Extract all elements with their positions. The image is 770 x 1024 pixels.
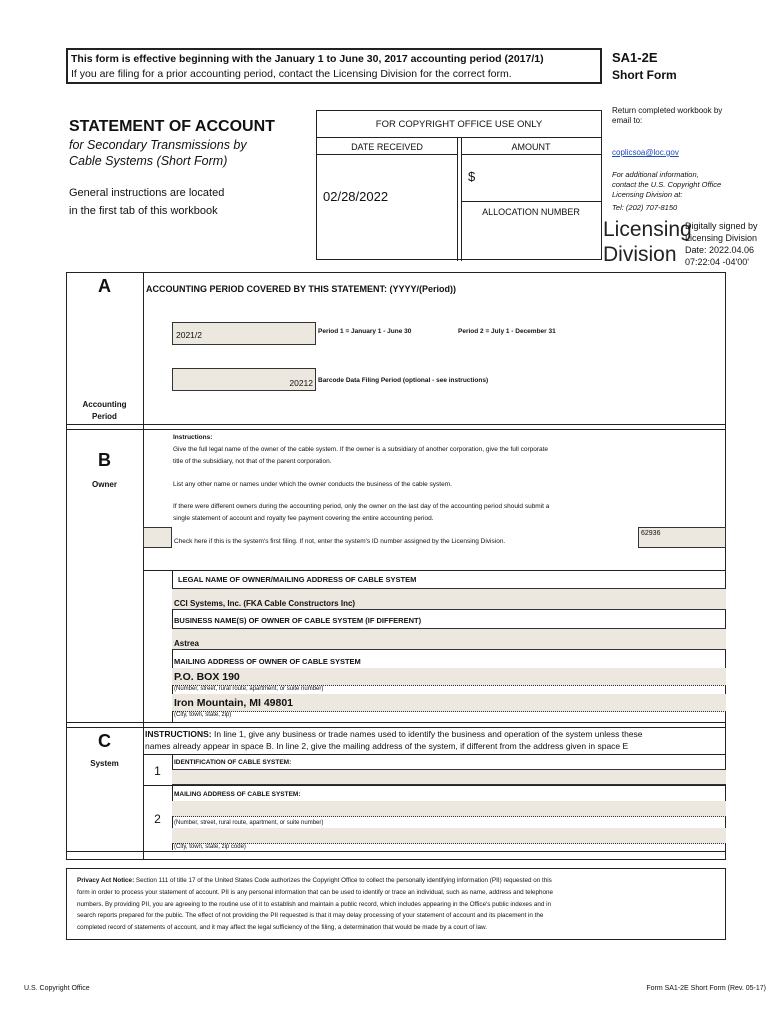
footer-left: U.S. Copyright Office (24, 985, 90, 992)
identification-label: IDENTIFICATION OF CABLE SYSTEM: (174, 759, 292, 766)
mailing-address-label: MAILING ADDRESS OF OWNER OF CABLE SYSTEM (174, 657, 361, 666)
system-mailing-hint1: (Number, street, rural route, apartment, or suite number) (174, 820, 324, 826)
system-id-value: 62936 (641, 530, 661, 537)
page-title: STATEMENT OF ACCOUNT (69, 118, 275, 135)
accounting-period-input[interactable] (172, 322, 316, 345)
form-name: Short Form (612, 68, 677, 82)
barcode-period-input[interactable] (172, 368, 316, 391)
period2-text: Period 2 = July 1 - December 31 (458, 328, 556, 335)
signature-text-3: Date: 2022.04.06 (685, 245, 755, 255)
line2-number: 2 (154, 812, 161, 826)
section-c-instructions-1 (145, 729, 643, 739)
signature-text-4: 07:22:04 -04'00' (685, 257, 749, 267)
section-c-instr1: In line 1, give any business or trade names used to identify the business and operation of the system unless these (211, 729, 643, 739)
signature-logo-line2: Division (603, 243, 677, 266)
barcode-period-value: 20212 (289, 378, 313, 388)
legal-name-label: LEGAL NAME OF OWNER/MAILING ADDRESS OF CABLE SYSTEM (178, 575, 417, 584)
signature-logo-line1: Licensing (603, 218, 692, 241)
privacy-line2: form in order to process your statement of account. PII is any personal information that can be used to identify or trace an individual, such as name, address and telephone (77, 889, 554, 896)
section-a-label2: Period (92, 412, 117, 421)
section-b-instr5: single statement of account and royalty fee payment covering the entire accounting period. (173, 515, 434, 522)
general-instructions-2: in the first tab of this workbook (69, 205, 218, 217)
mailing-address-hint2: (City, town, state, zip) (174, 712, 232, 718)
legal-name-value: CCI Systems, Inc. (FKA Cable Constructors Inc) (174, 599, 356, 608)
amount-symbol: $ (468, 169, 476, 184)
office-use-box (316, 110, 602, 260)
return-text: Return completed workbook by email to: (612, 106, 723, 125)
line1-number: 1 (154, 764, 161, 778)
section-a-heading: ACCOUNTING PERIOD COVERED BY THIS STATEMENT: (YYYY/(Period)) (146, 284, 457, 294)
period1-text: Period 1 = January 1 - June 30 (318, 328, 412, 335)
mailing-address-line1-value: P.O. BOX 190 (174, 671, 240, 683)
barcode-period-label: Barcode Data Filing Period (optional - see instructions) (318, 377, 489, 384)
mailing-address-line1-input[interactable] (172, 668, 726, 686)
privacy-line4: search reports prepared for the public. The effect of not providing the PII requested is that it may delay processing of your statement of account and its placement in the (77, 912, 544, 919)
system-mailing-hint2: (City, town, state, zip code) (174, 844, 246, 850)
mailing-address-hint1: (Number, street, rural route, apartment, or suite number) (174, 686, 324, 692)
mailing-address-line2-value: Iron Mountain, MI 49801 (174, 697, 294, 709)
signature-text-2: Licensing Division (685, 233, 758, 243)
title-sub1: for Secondary Transmissions by (69, 138, 247, 152)
contact-tel: Tel: (202) 707-8150 (612, 203, 678, 212)
section-b-letter: B (98, 450, 111, 470)
business-name-value: Astrea (174, 639, 199, 648)
identification-input[interactable] (172, 769, 726, 785)
mailing-address-line2-input[interactable] (172, 694, 726, 712)
section-c-label: System (90, 759, 119, 768)
section-a-label1: Accounting (82, 400, 127, 409)
system-mailing-line1-input[interactable] (172, 801, 726, 817)
privacy-line3: numbers. By providing PII, you are agreeing to the routine use of it to establish and maintain a public record, which includes appearing in the Office's public indexes and in (77, 901, 551, 908)
section-b-instr-title: Instructions: (173, 434, 213, 441)
notice-line1: This form is effective beginning with the January 1 to June 30, 2017 accounting period (2017/1) (71, 53, 544, 65)
date-received-label: DATE RECEIVED (351, 142, 423, 152)
form-code: SA1-2E (612, 50, 658, 65)
privacy-notice (66, 868, 726, 940)
section-c-letter: C (98, 731, 111, 751)
section-b-instr4: If there were different owners during the accounting period, only the owner on the last day of the accounting period should submit a (173, 503, 550, 510)
amount-label: AMOUNT (511, 142, 551, 152)
first-filing-text: Check here if this is the system's first filing. If not, enter the system's ID number assigned by the Licensing Division. (174, 538, 506, 545)
general-instructions-1: General instructions are located (69, 187, 225, 199)
privacy-l1: Section 111 of title 17 of the United States Code authorizes the Copyright Office to collect the personally identifying information (PII) requested on this (134, 877, 552, 884)
system-mailing-label: MAILING ADDRESS OF CABLE SYSTEM: (174, 791, 301, 798)
footer-right: Form SA1-2E Short Form (Rev. 05-17) (646, 985, 766, 992)
section-b-label: Owner (92, 480, 117, 489)
system-id-input[interactable] (638, 527, 726, 548)
accounting-period-value: 2021/2 (176, 330, 202, 340)
privacy-line5: completed record of statements of account, and it may affect the legal sufficiency of the filing, a determination that would be made by a court of law. (77, 924, 487, 931)
date-received-value: 02/28/2022 (323, 189, 389, 204)
section-b-instr3: List any other name or names under which the owner conducts the business of the cable system. (173, 481, 452, 488)
business-name-input[interactable] (172, 628, 726, 650)
business-name-label: BUSINESS NAME(S) OF OWNER OF CABLE SYSTEM (IF DIFFERENT) (174, 616, 422, 625)
allocation-number-label: ALLOCATION NUMBER (482, 207, 580, 217)
privacy-line1 (77, 877, 552, 884)
first-filing-checkbox[interactable] (143, 527, 172, 548)
contact-email[interactable]: coplicsoa@loc.gov (612, 148, 679, 157)
section-c-instr-bold: INSTRUCTIONS: (145, 729, 212, 739)
section-b-instr2: title of the subsidiary, not that of the parent corporation. (173, 458, 332, 465)
legal-name-input[interactable] (172, 588, 726, 610)
contact-info: For additional information, contact the U.S. Copyright Office Licensing Division at: (612, 170, 722, 199)
office-use-header: FOR COPYRIGHT OFFICE USE ONLY (375, 119, 543, 130)
notice-line2: If you are filing for a prior accounting period, contact the Licensing Division for the correct form. (71, 68, 512, 80)
section-b-instr1: Give the full legal name of the owner of the cable system. If the owner is a subsidiary of another corporation, give the full corporate (173, 446, 549, 453)
title-sub2: Cable Systems (Short Form) (69, 154, 228, 168)
system-mailing-line2-input[interactable] (172, 828, 726, 844)
section-a-letter: A (98, 276, 111, 296)
privacy-bold: Privacy Act Notice: (77, 877, 135, 884)
section-c-instr2: names already appear in space B. In line 2, give the mailing address of the system, if different from the address given in space E (145, 741, 629, 751)
signature-text-1: Digitally signed by (685, 221, 758, 231)
effective-notice (66, 48, 602, 84)
